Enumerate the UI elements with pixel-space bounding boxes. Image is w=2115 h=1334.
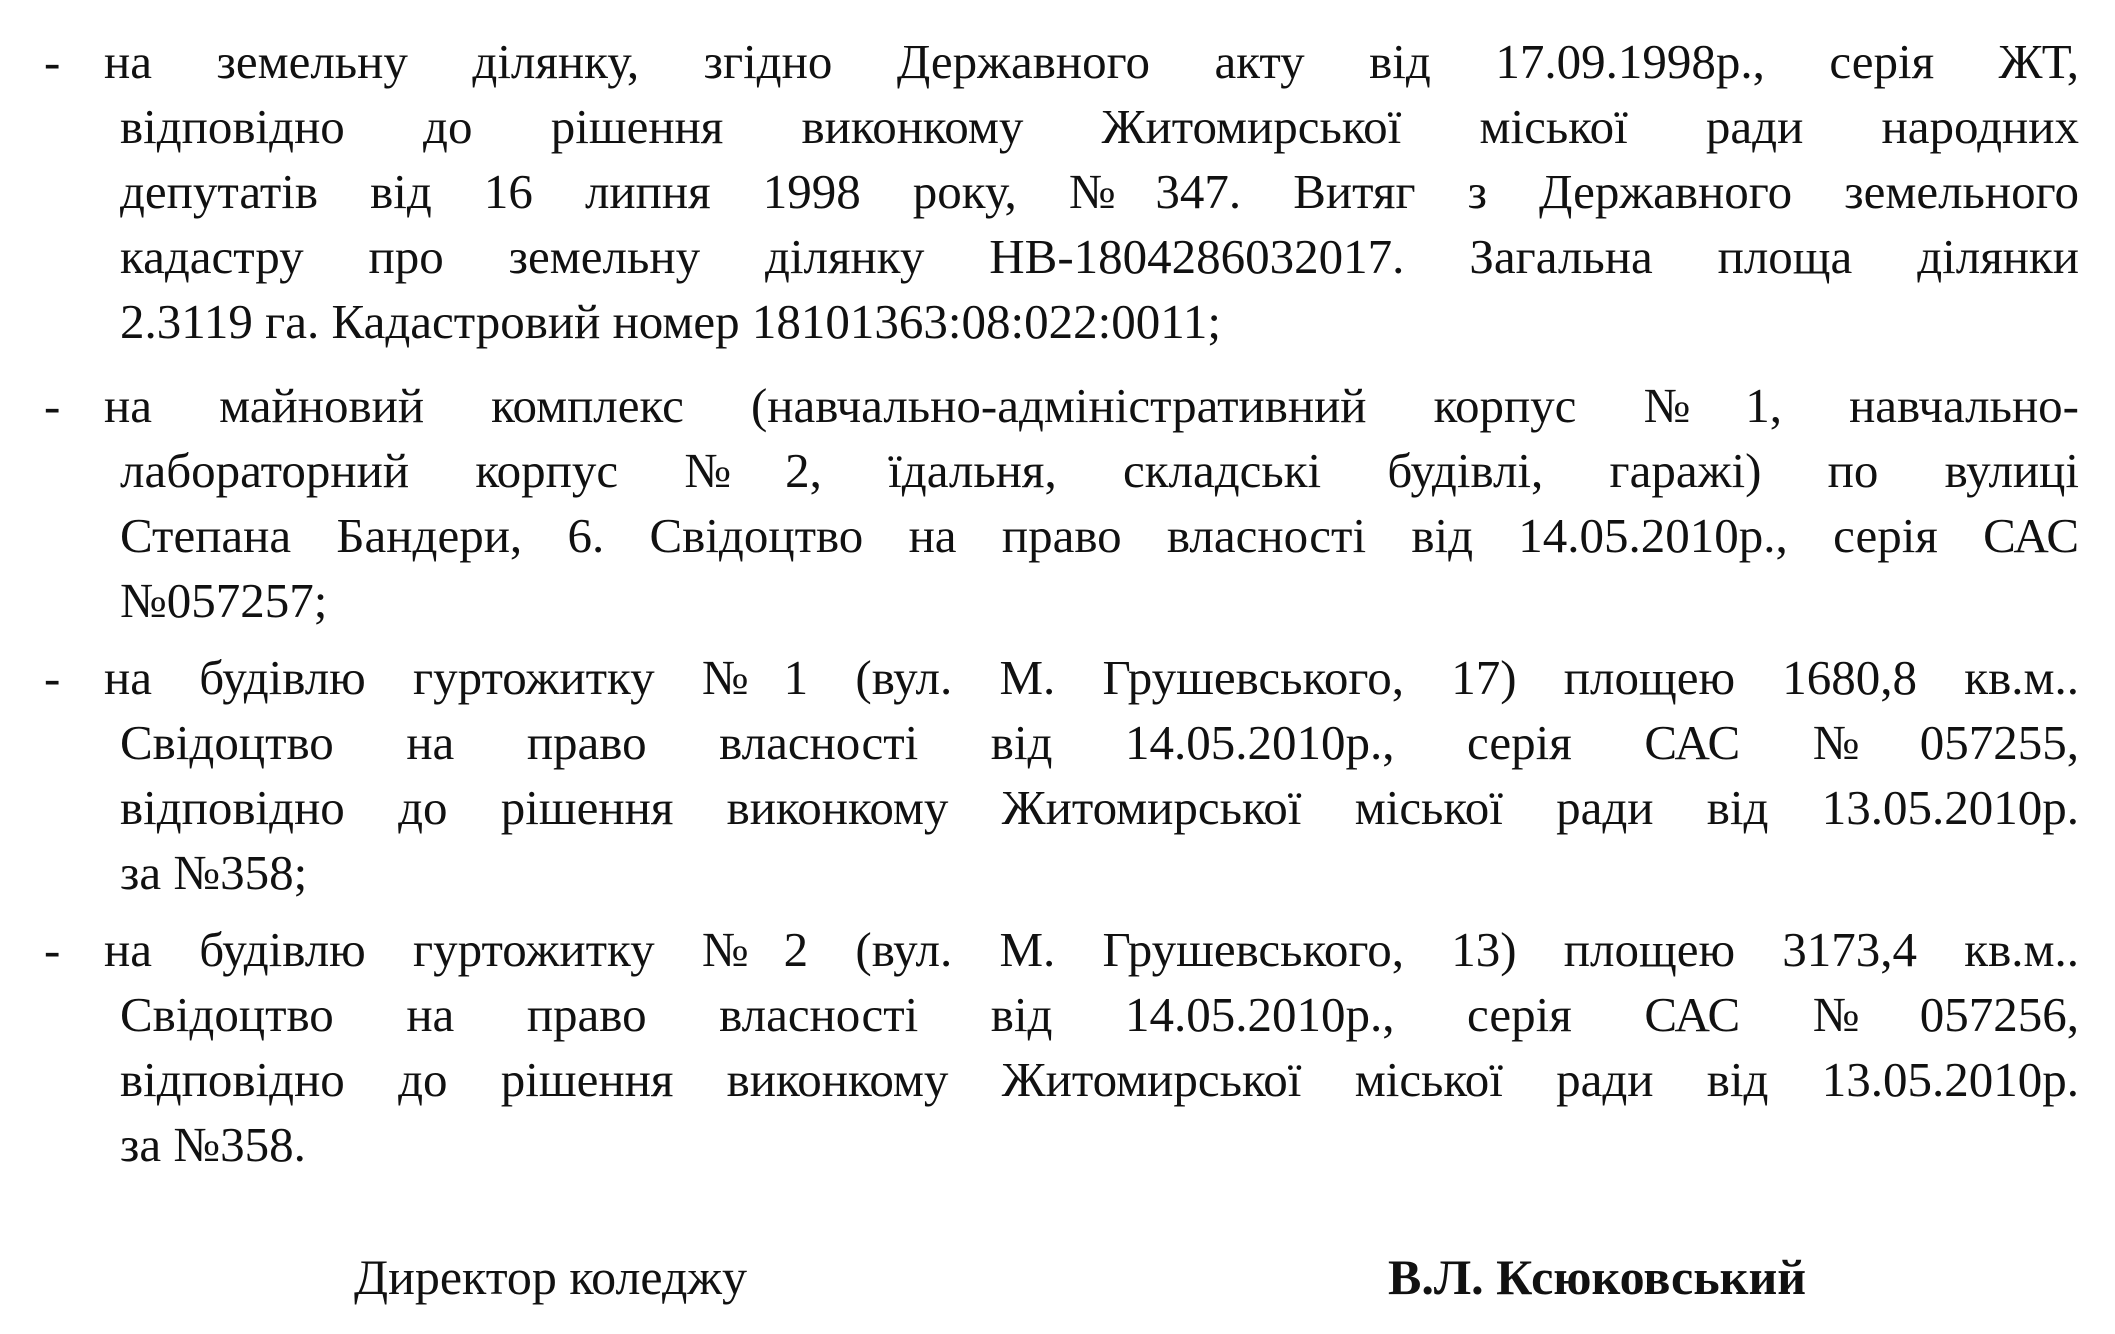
list-dash: - bbox=[44, 34, 61, 89]
list-item-line: відповідно до рішення виконкому Житомирської міської ради від 13.05.2010р. bbox=[120, 1052, 2079, 1107]
list-item-line: на будівлю гуртожитку №2 (вул. М. Грушевського, 13) площею 3173,4 кв.м.. bbox=[104, 922, 2079, 977]
list-dash: - bbox=[44, 378, 61, 433]
list-item-line: Свідоцтво на право власності від 14.05.2010р., серія САС №057256, bbox=[120, 987, 2079, 1042]
list-item-line: Свідоцтво на право власності від 14.05.2010р., серія САС №057255, bbox=[120, 715, 2079, 770]
signatory-name: В.Л. Ксюковський bbox=[1388, 1249, 1807, 1305]
list-item-line: відповідно до рішення виконкому Житомирської міської ради народних bbox=[120, 99, 2079, 154]
list-item-line: №057257; bbox=[120, 573, 328, 628]
list-dash: - bbox=[44, 650, 61, 705]
list-item-line: відповідно до рішення виконкому Житомирської міської ради від 13.05.2010р. bbox=[120, 780, 2079, 835]
list-item-line: на земельну ділянку, згідно Державного акту від 17.09.1998р., серія ЖТ, bbox=[104, 34, 2079, 89]
list-item-line: кадастру про земельну ділянку НВ-1804286032017. Загальна площа ділянки bbox=[120, 229, 2079, 284]
list-item-line: лабораторний корпус №2, їдальня, складські будівлі, гаражі) по вулиці bbox=[120, 443, 2079, 498]
list-item-line: Степана Бандери, 6. Свідоцтво на право власності від 14.05.2010р., серія САС bbox=[120, 508, 2079, 563]
list-item-line: на будівлю гуртожитку №1 (вул. М. Грушевського, 17) площею 1680,8 кв.м.. bbox=[104, 650, 2079, 705]
list-dash: - bbox=[44, 922, 61, 977]
list-item-line: на майновий комплекс (навчально-адміністративний корпус №1, навчально- bbox=[104, 378, 2079, 433]
list-item-line: 2.3119 га. Кадастровий номер 18101363:08:022:0011; bbox=[120, 294, 1222, 349]
list-item-line: за №358. bbox=[120, 1117, 306, 1172]
signatory-title: Директор коледжу bbox=[354, 1249, 747, 1305]
list-item-line: за №358; bbox=[120, 845, 308, 900]
list-item-line: депутатів від 16 липня 1998 року, №347. Витяг з Державного земельного bbox=[120, 164, 2079, 219]
